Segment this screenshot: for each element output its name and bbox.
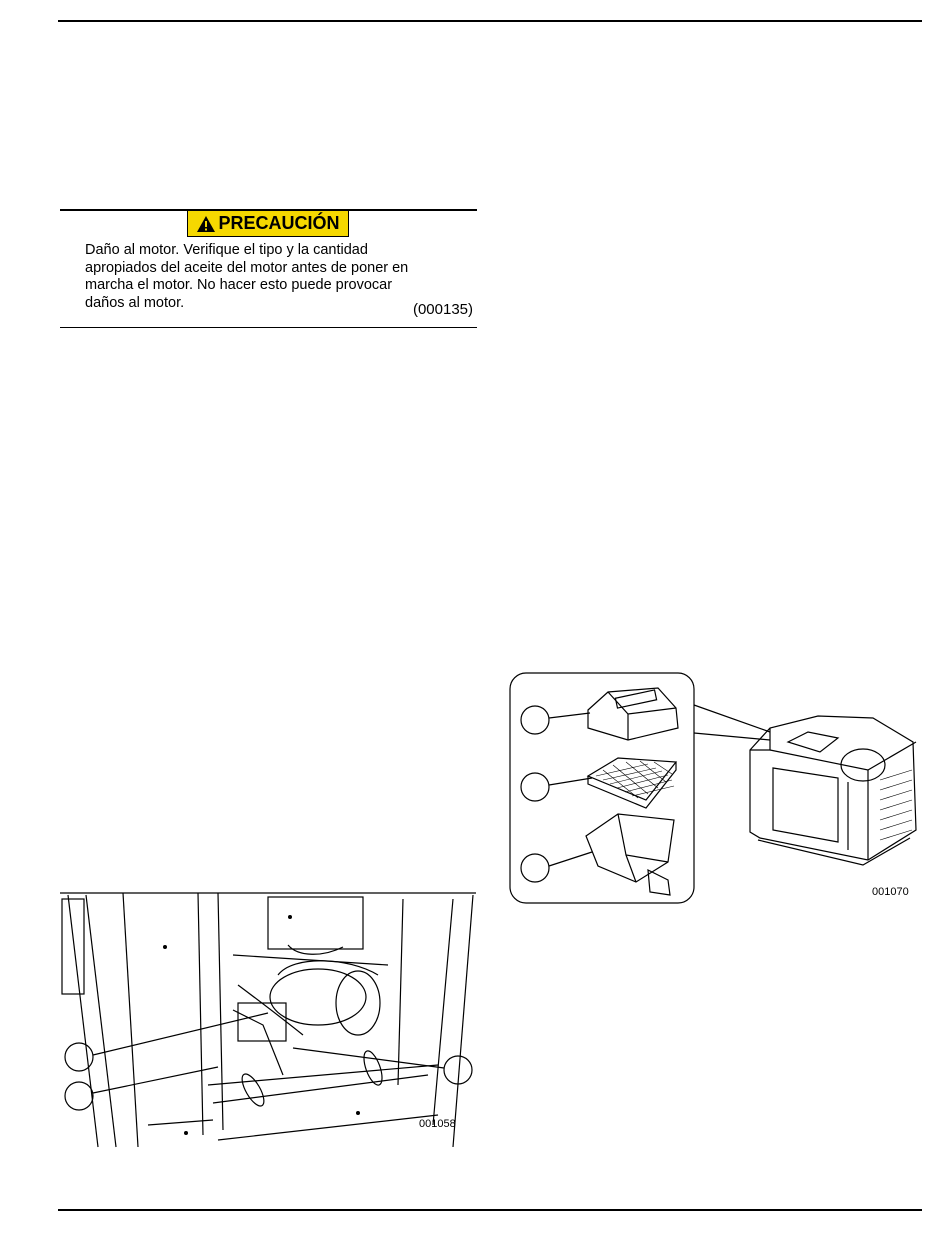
caution-line: daños al motor. xyxy=(85,294,185,311)
bottom-rule xyxy=(58,1209,922,1211)
caution-line: marcha el motor. No hacer esto puede provocar xyxy=(85,277,393,293)
figure-air-filter xyxy=(508,670,928,910)
caution-label: PRECAUCIÓN xyxy=(218,213,340,233)
figure-code: 001058 xyxy=(419,1118,456,1130)
caution-bottom-rule xyxy=(60,327,477,328)
caution-code: (000135) xyxy=(412,301,473,318)
air-filter-illustration xyxy=(508,670,928,910)
engine-compartment-illustration xyxy=(58,885,478,1150)
warning-triangle-icon xyxy=(196,215,216,233)
caution-line: Daño al motor. Verifique el tipo y la cantidad xyxy=(85,242,368,258)
figure-engine-compartment xyxy=(58,885,478,1150)
figure-code: 001070 xyxy=(872,886,909,898)
caution-box xyxy=(60,209,477,328)
caution-text xyxy=(85,242,445,312)
caution-line: apropiados del aceite del motor antes de poner en xyxy=(85,259,409,276)
caution-badge xyxy=(187,210,349,237)
top-rule xyxy=(58,20,922,22)
